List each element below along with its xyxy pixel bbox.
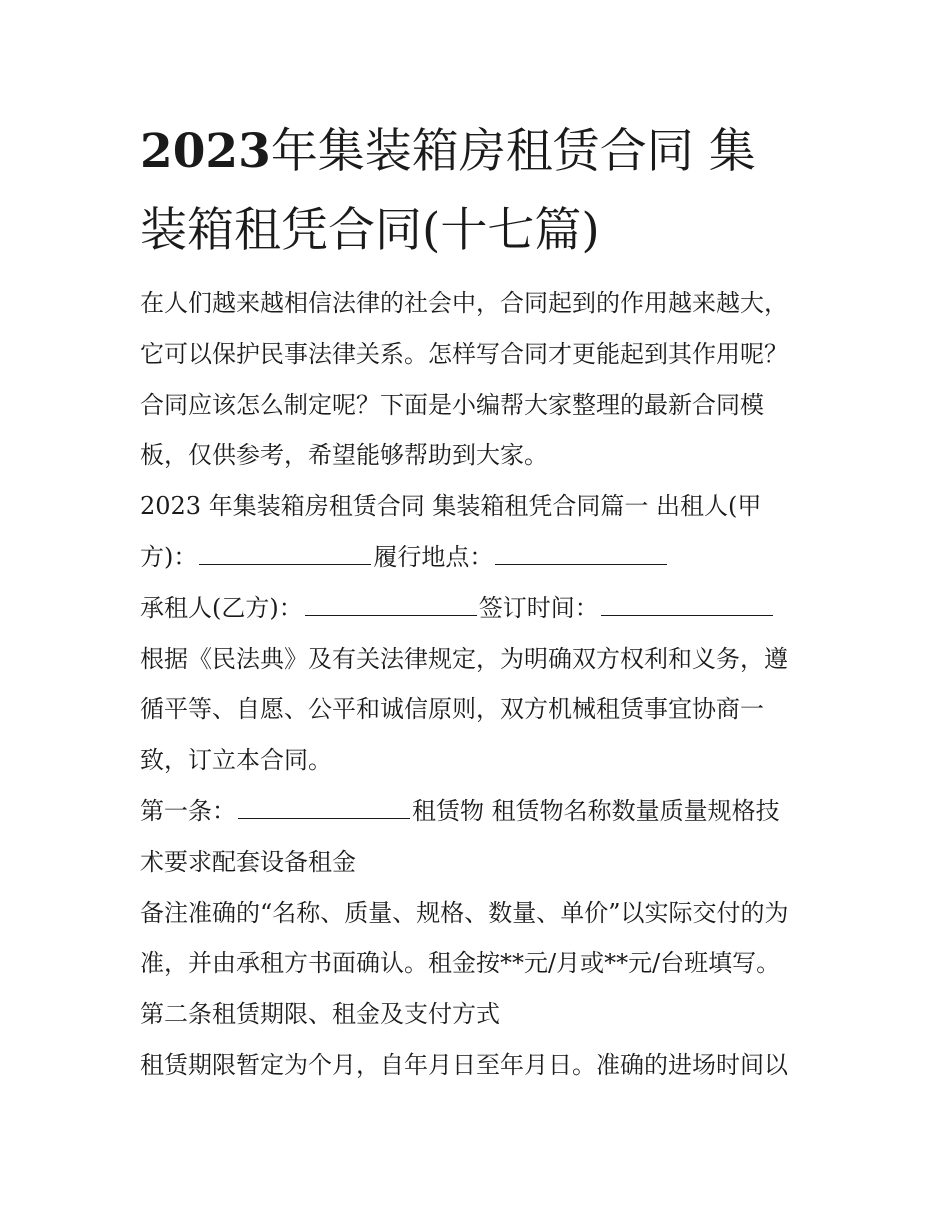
lessor-place-line [140,532,820,583]
lessee-label: 承租人(乙方)： [140,593,303,622]
article2-line: 租赁期限暂定为个月，自年月日至年月日。准确的进场时间以 [140,1050,788,1079]
title-line-1-text: 年集装箱房租赁合同 集 [270,124,756,179]
intro-line: 板，仅供参考，希望能够帮助到大家。 [140,441,548,470]
document-title [140,112,820,270]
article2-paragraph [140,989,820,1091]
lessee-blank-field [305,593,477,616]
lessee-time-line [140,583,820,634]
article1-text: 租赁物 租赁物名称数量质量规格技 [412,796,780,825]
sign-time-blank-field [601,593,773,616]
article1-label: 第一条： [140,796,236,825]
article2-heading: 第二条租赁期限、租金及支付方式 [140,1000,500,1029]
title-line-2: 装箱租凭合同(十七篇) [140,203,600,258]
title-year: 2023 [140,124,271,179]
intro-line: 在人们越来越相信法律的社会中，合同起到的作用越来越大， [140,289,788,317]
basis-line: 根据《民法典》及有关法律规定，为明确双方权利和义务，遵 [140,644,788,673]
lessor-blank-field [199,542,371,565]
article1-line-2: 术要求配套设备租金 [140,847,356,876]
intro-line: 它可以保护民事法律关系。怎样写合同才更能起到其作用呢？ [140,339,788,368]
basis-line: 致，订立本合同。 [140,746,332,775]
remark-paragraph [140,888,820,990]
sign-time-label: 签订时间： [478,593,599,622]
remark-line: 准，并由承租方书面确认。租金按**元/月或**元/台班填写。 [140,949,781,978]
intro-line: 合同应该怎么制定呢？下面是小编帮大家整理的最新合同模 [140,390,764,419]
article1-paragraph [140,786,820,888]
place-label: 履行地点： [373,542,494,571]
article1-blank-field [238,796,410,819]
lessor-label: 方)： [140,542,198,571]
intro-paragraph [140,278,820,481]
basis-line: 循平等、自愿、公平和诚信原则，双方机械租赁事宜协商一 [140,695,764,724]
section1-heading: 2023 年集装箱房租赁合同 集装箱租凭合同篇一 出租人(甲 [140,492,762,521]
remark-line: 备注准确的“名称、质量、规格、数量、单价”以实际交付的为 [140,898,789,927]
document-body [140,278,820,1091]
place-blank-field [495,542,667,565]
basis-paragraph [140,634,820,786]
section1-paragraph [140,481,820,633]
title-line-1 [140,112,820,191]
article1-line-1 [140,786,820,837]
